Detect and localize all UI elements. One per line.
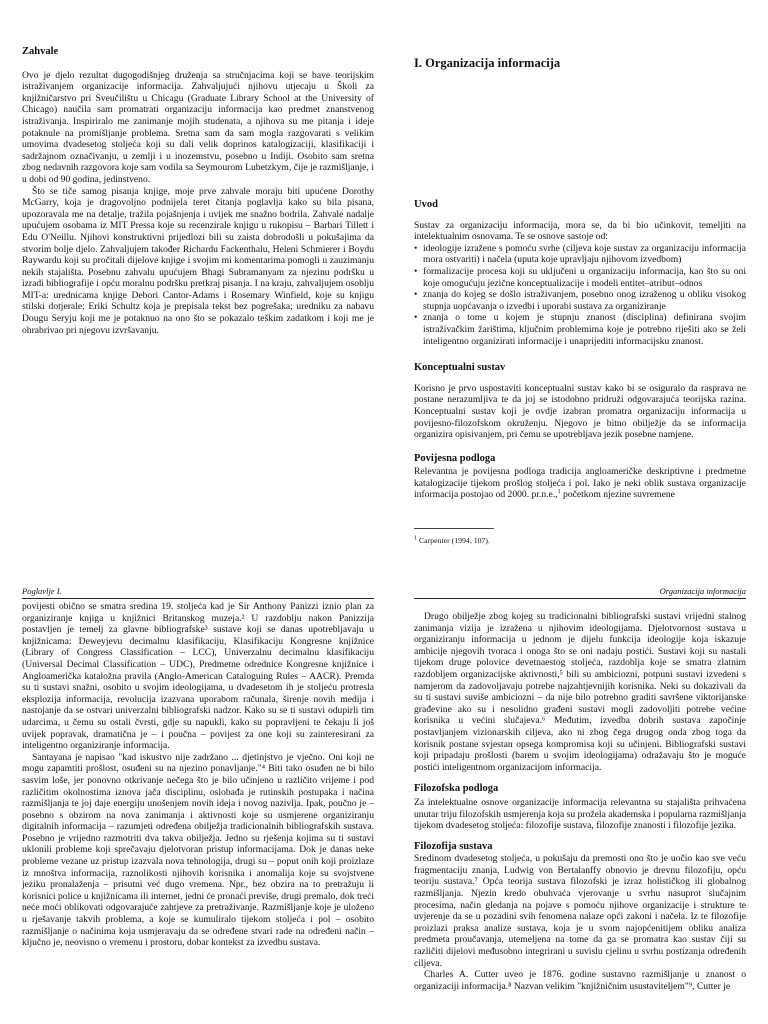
body-paragraph: Santayana je napisao "kad iskustvo nije zadržano ... djetinjstvo je vječno. Oni koji ne mogu zapamtiti prošlost, osuđeni su na njezino ponavljanje."⁴ Biti tako osuđen ne bi bilo sasvim loše, jer ponovno otkrivanje nečega što je bilo učinjeno u različito vrijeme i pod različitim okolnostima iznova jača disciplinu, oslobađa je rutinskih postupaka i načina razmišljanja te joj daje energiju unošenjem novih ideja i novog nazivlja. Ipak, poučno je – posebno s obzirom na nova zanimanja i aktivnosti koje su usmjerene organiziranju digitalnih informacija – razumjeti određena obilježja tradicionalnih bibliografskih sustava. Posebno je vrijedno razmotriti dva takva obilježja. Jedno su rješenja kojima su ti sustavi uklonili probleme koji sprečavaju djelotvoran pristup informacijama. Dok je danas neke probleme vezane uz pristup izazvala nova tehnologija, drugi su – poput onih koji proizlaze iz mnoštva informacija, raznolikosti njihovih korisnika i anomalija koje su svojstvene jeziku pronalaženja – prisutni već dugo vremena. Npr., bez obzira na to pretražuju li korisnici police u knjižnicama ili internet, jedni će pronaći previše, drugi premalo, dok treći neće moći oblikovati odgovarajuće zahtjeve za pretraživanje. Razmišljanje koje je uloženo u rješavanje takvih problema, a koje se kumuliralo tijekom stoljeća i pol – osobito razmišljanje o načinima koja usmjeravaju da se određene stvari rade na određeni način – ključno je, neovisno o vremenu i prostoru, dobar kontekst za izvedbu sustava. (22, 751, 374, 949)
uvod-intro: Sustav za organizaciju informacija, mora se, da bi bio učinkovit, temeljiti na intelektualnim osnovama. Te se osnove sastoje od: (414, 219, 746, 243)
body-paragraph: Drugo obilježje zbog kojeg su tradicionalni bibliografski sustavi vrijedni stalnog zanimanja vizija je izražena u njihovim ideologijama. Djelotvornost sustava u organiziranju informacija u jednom je dijelu funkcija ideologije koja iskazuje ambicije njegovih tvoraca i onoga što se oni nadaju postići. Sustavi koji su nastali tijekom druge polovice devetnaestog stoljeća, razdoblja koje se smatra zlatnim razdobljem organizacijske aktivnosti,⁵ bili su ambiciozni, potpuni sustavi izvedeni s namjerom da zadovoljavaju potrebe najzahtjevnijih korisnika. Neki su dokazivali da su ti sustavi suviše ambiciozni – da nije bilo potrebno graditi savršene viktorijanske građevine ako su i nesolidno građeni sustavi mogli zadovoljiti potrebe većine korisnika u većini slučajeva.⁶ Međutim, izvedba dobrih sustava započinje postavljanjem vizionarskih ciljeva, ako ni zbog čega drugog onda zbog toga da korisnik postane svjestan opsega kompromisa koji su učinjeni. Bibliografski sustavi koji pripadaju prošlosti (barem u svojim ideologijama) odražavaju što je moguće postići inteligentnom organizacijom informacija. (414, 611, 746, 773)
filozofija-sustava-text: Sredinom dvadesetog stoljeća, u pokušaju da premosti ono što je uočio kao sve veću fragmentaciju znanja, Ludwig von Bertalanffy obnovio je drevnu filozofiju, opću teoriju sustava.⁷ Opća teorija sustava filozofski je izraz holističkog ili globalnog razmišljanja. Njezin kredo obuhvaća vjerovanje u svrhu nasuprot slučajnim procesima, način gledanja na pojave s pomoću njihove organizacije i strukture te uvjerenje da se u pozadini svih fenomena nalaze opći zakoni i načela. Iz te filozofije proizlazi praksa analize sustava, koja je u svom najopćenitijem obliku analiza predmeta proučavanja, utemeljena na tome da ga se promatra kao sustav čiji su različiti dijelovi međusobno integrirani u suvislu cjelinu u svrhu postizanja određenih ciljeva. (414, 853, 746, 969)
footnote (414, 536, 746, 545)
page-body-right (414, 611, 746, 992)
list-item: • ideologije izražene s pomoću svrhe (ciljeva koje sustav za organizaciju informacija mora ostvariti) i načela (uputa koje upravljaju njihovom izvedbom) (414, 243, 746, 266)
povijesna-text (414, 466, 746, 501)
running-head-right: Organizacija informacija (659, 586, 746, 596)
section-heading-filozofija-sustava: Filozofija sustava (414, 840, 493, 852)
list-item: • znanja o tome u kojem je stupnju znanost (disciplina) definirana svojim istraživačkim žarištima, ključnim problemima koje je potrebno riješiti ako se želi inteligentno organizirati informacije i unaprijediti informacijsku znanost. (414, 312, 746, 347)
body-paragraph: povijesti obično se smatra sredina 19. stoljeća kad je Sir Anthony Panizzi iznio plan za organiziranje knjiga u knjižnici Britanskog muzeja.² U razdoblju nakon Panizzija postavljen je temelj za glavne bibliografske³ sustave koji se danas upotrebljavaju u knjižnicama: Deweyjevu decimalnu klasifikaciju, Klasifikaciju Kongresne knjižnice (Library of Congress Classification – LCC), Univerzalnu decimalnu klasifikaciju (Universal Decimal Classification – UDC), Predmetne odrednice Kongresne knjižnice i Angloamerička kataložna pravila (Anglo-American Cataloguing Rules – AACR). Premda su ti sustavi snažni, osobito u svojim ideologijama, u dvadesetom ih je stoljeću protresla eksplozija informacija, revolucija izazvana uporabom računala, širenje novih medija i nastojanje da se ostvari univerzalni bibliografski nadzor. Kako su se ti sustavi odupirli tim udarcima, u čemu su ostali čvrsti, gdje su napukli, kako su popravljeni te čekaju li još uvijek popravak, dramatična je – i poučna – povijest za one koji su zainteresirani za inteligentno organiziranje informacija. (22, 601, 374, 752)
page-body-left (22, 601, 374, 949)
running-head-left: Poglavlje I. (22, 586, 62, 596)
section-heading-povijesna: Povijesna podloga (414, 452, 496, 464)
povijesna-text-tail: početkom njezine suvremene (560, 489, 675, 501)
footnote-divider (414, 528, 494, 529)
footnote-number: 1 (414, 535, 417, 542)
header-rule-right (414, 598, 746, 599)
section-heading-filozofska: Filozofska podloga (414, 783, 499, 795)
list-item: • formalizacije procesa koji su uključeni u organizaciju informacija, kao što su oni koje omogućuju jezične konceptualizacije i modeli entitet–atribut–odnos (414, 266, 746, 289)
konceptualni-text: Korisno je prvo uspostaviti konceptualni sustav kako bi se osiguralo da rasprava ne postane nerazumljiva te da joj se istodobno pridruži odgovarajuća teorijska razina. Konceptualni sustav koji je ovdje izabran promatra organizaciju informacija u povijesno-filozofskom okruženju. Njegovo je bitno obilježje da se informacija organizira opisivanjem, pri čemu se upotrebljava jezik posebne namjene. (414, 382, 746, 441)
acknowledgements-paragraph: Ovo je djelo rezultat dugogodišnjeg druženja sa stručnjacima koji se bave teorijskim istraživanjem organizacije informacija. Zahvaljujući njihovu utjecaju u Školi za knjižničarstvo pri Sveučilištu u Chicagu (Graduate Library School at the University of Chicago) naučila sam promatrati organizaciju informacija kao predmet znanstvenog istraživanja. Inspiriralo me zanimanje mojih studenata, a njihova su me pitanja i ideje potaknule na promišljanje problema. Sretna sam da sam mogla razgovarati s velikim umovima dvadesetog stoljeća koji su dali velik doprinos katalogizaciji, klasifikaciji i sadržajnom označivanju, u zemlji i u inozemstvu, posebno u Indiji. Osobito sam sretna zbog nedavnih razgovora koje sam vodila sa Seymourom Lubetzkym, čije je razmišljanje, i u dobi od 90 godina, jedinstveno. (22, 69, 374, 185)
footnote-text: Carpenter (1994, 107). (417, 536, 490, 545)
cutter-text: Charles A. Cutter uveo je 1876. godine sustavno razmišljanje u znanost o organizaciji informacija.⁸ Nazvan velikim "knjižničnim usustaviteljem"⁹, Cutter je (414, 969, 746, 992)
chapter-title: I. Organizacija informacija (414, 56, 561, 70)
filozofska-text: Za intelektualne osnove organizacije informacija relevantna su stajališta prihvaćena unutar triju filozofskih usmjerenja koja su prožela akademska i popularna razmišljanja tijekom dvadesetog stoljeća: filozofije sustava, filozofije znanosti i filozofije jezika. (414, 796, 746, 832)
uvod-list (414, 243, 746, 347)
list-item: • znanja do kojeg se došlo istraživanjem, posebno onog izraženog u obliku visokog stupnja uopćavanja o izvedbi i uporabi sustava za organiziranje (414, 289, 746, 312)
acknowledgements-heading: Zahvale (22, 46, 59, 57)
chapter-body (414, 199, 746, 501)
povijesna-text-body: Relevantna je povijesna podloga tradicija angloameričke deskriptivne i predmetne katalogizacije tijekom prošlog stoljeća i pol. Iako je neki oblik sustava organizacije informacija postojao od 2000. pr.n.e., (414, 466, 746, 501)
section-heading-uvod: Uvod (414, 199, 438, 210)
section-heading-konceptualni: Konceptualni sustav (414, 362, 506, 374)
acknowledgements-paragraph: Što se tiče samog pisanja knjige, moje prve zahvale moraju biti upućene Dorothy McGarry, koja je dragovoljno podnijela teret čitanja poglavlja kako su bila pisana, upozoravala me na detalje, tražila pojašnjenja i uvijek me snažno bodrila. Zahvale nadalje upućujem osobama iz MIT Pressa koje su recenzirale knjigu u rukopisu – Barbari Tillett i Edu O'Neillu. Njihovi konstruktivni prijedlozi bili su zaista dobrodošli u pokušajima da stvorim bolje djelo. Zahvaljujem također Richardu Fackenthalu, Heleni Schmierer i Boydu Raywardu koji su pročitali dijelove knjige i svojim mi komentarima pomogli u zauzimanju nekih stajališta. Posebnu zahvalu upućujem Bhagi Subramanyam za njezinu podršku u izradi bibliografije i opću moralnu podršku pretkraj pisanja. I na kraju, zahvaljujem osoblju MIT-a: urednicama knjige Debori Cantor-Adams i Rosemary Winfield, koje su knjigu stilski dotjerale; Eriki Schultz koja je prepisala tekst bez pogrešaka; uredniku za nabavu Dougu Seryju koji me je potaknuo na ono što se pokazalo teškim zadatkom i koji me je ohrabrivao pri njegovu izvršavanju. (22, 185, 374, 336)
acknowledgements-section (22, 46, 374, 336)
header-rule-left (22, 598, 374, 599)
footnote-reference: 1 (557, 489, 561, 496)
